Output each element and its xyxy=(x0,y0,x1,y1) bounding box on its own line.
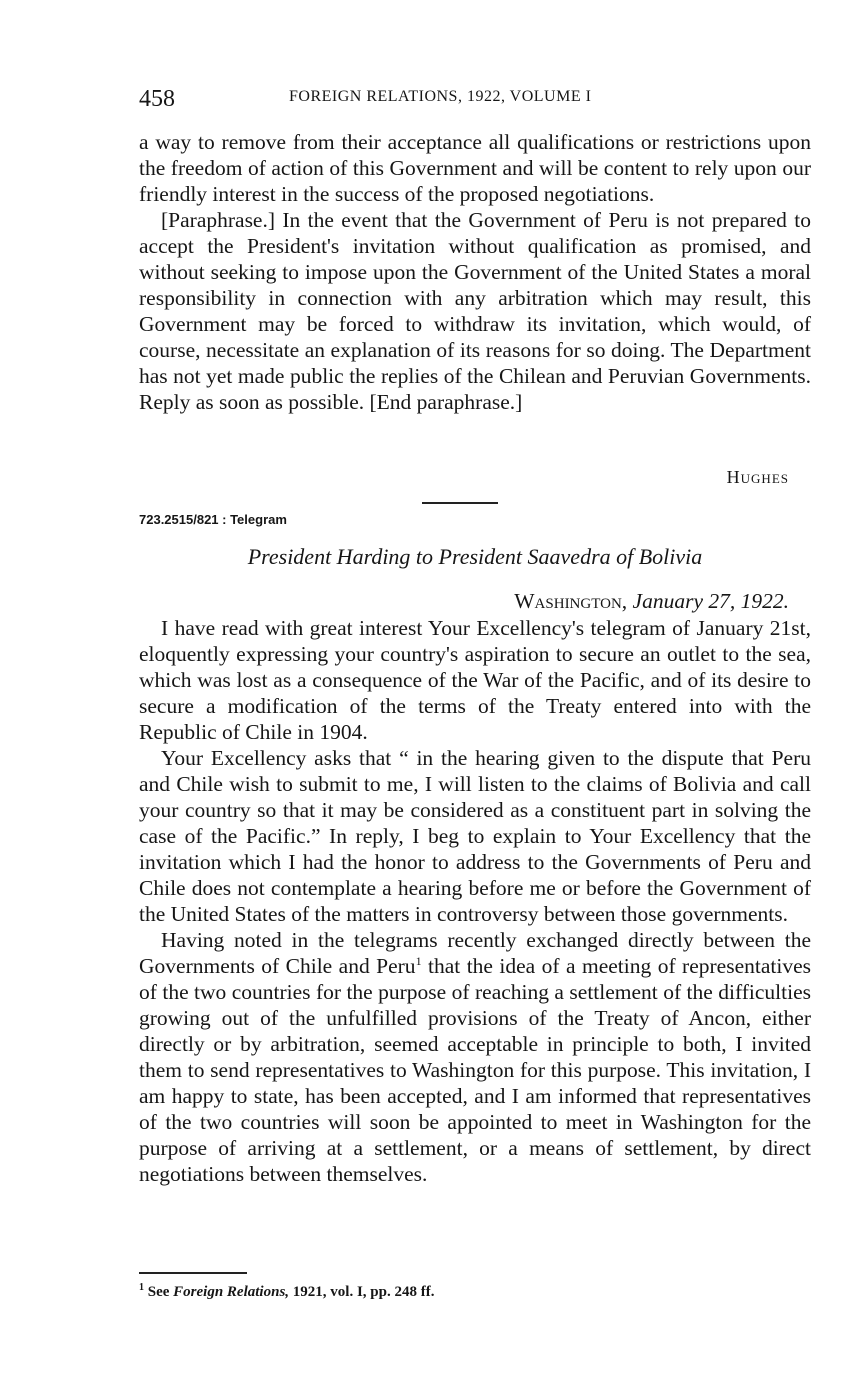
footnote-suffix: 1921, vol. I, pp. 248 ff. xyxy=(289,1284,435,1300)
page-header xyxy=(139,84,811,114)
dateline xyxy=(514,589,789,614)
file-reference: 723.2515/821 : Telegram xyxy=(139,512,287,527)
telegram-paragraph-3 xyxy=(139,927,811,1187)
footnote-title: Foreign Relations, xyxy=(173,1284,290,1300)
footnote-marker: 1 xyxy=(139,1282,144,1293)
footnote-prefix: See xyxy=(147,1284,174,1300)
signature: Hughes xyxy=(726,467,789,487)
footnote-reference[interactable]: 1 xyxy=(415,953,422,968)
dateline-date: January 27, 1922. xyxy=(632,589,789,613)
page-number: 458 xyxy=(139,86,175,112)
telegram-body xyxy=(139,615,811,1187)
paraphrase-paragraph: [Paraphrase.] In the event that the Government of Peru is not prepared to accept the President's invitation without qualification as promised, and without seeking to impose upon the Government of the United States a moral responsibility in connection with any arbitration which may result, this Government may be forced to withdraw its invitation, which would, of course, necessitate an explanation of its reasons for so doing. The Department has not yet made public the replies of the Chilean and Peruvian Governments. Reply as soon as possible. [End paraphrase.] xyxy=(139,208,811,414)
telegram-paragraph-1: I have read with great interest Your Excellency's telegram of January 21st, eloquently expressing your country's aspiration to secure an outlet to the sea, which was lost as a consequence of the War of the Pacific, and of its desire to secure a modification of the terms of the Treaty entered into with the Republic of Chile in 1904. xyxy=(139,616,811,744)
footnote xyxy=(139,1282,434,1301)
telegram-paragraph-2: Your Excellency asks that “ in the hearing given to the dispute that Peru and Chile wish to submit to me, I will listen to the claims of Bolivia and call your country so that it may be considered as a constituent part in solving the case of the Pacific.” In reply, I beg to explain to Your Excellency that the invitation which I had the honor to address to the Governments of Peru and Chile does not contemplate a hearing before me or before the Government of the United States of the matters in controversy between those governments. xyxy=(139,746,811,926)
section-divider xyxy=(422,502,498,504)
continuation-text xyxy=(139,129,811,415)
paragraph-3-text-a: Having noted in the telegrams recently exchanged directly between the Governments of Chile and Peru xyxy=(139,928,811,978)
dateline-place: Washington, xyxy=(514,589,628,613)
continuation-paragraph: a way to remove from their acceptance all qualifications or restrictions upon the freedom of action of this Government and will be content to rely upon our friendly interest in the success of the proposed negotiations. xyxy=(139,130,811,206)
footnote-divider xyxy=(139,1272,247,1274)
document-title: President Harding to President Saavedra of Bolivia xyxy=(247,544,703,569)
paragraph-3-text-b: that the idea of a meeting of representatives of the two countries for the purpose of reaching a settlement of the difficulties growing out of the unfulfilled provisions of the Treaty of Ancon, either directly or by arbitration, seemed acceptable in principle to both, I invited them to send representatives to Washington for this purpose. This invitation, I am happy to state, has been accepted, and I am informed that representatives of the two countries will soon be appointed to meet in Washington for the purpose of arriving at a settlement, or a means of settlement, by direct negotiations between themselves. xyxy=(139,954,811,1186)
running-head: FOREIGN RELATIONS, 1922, VOLUME I xyxy=(289,88,592,105)
